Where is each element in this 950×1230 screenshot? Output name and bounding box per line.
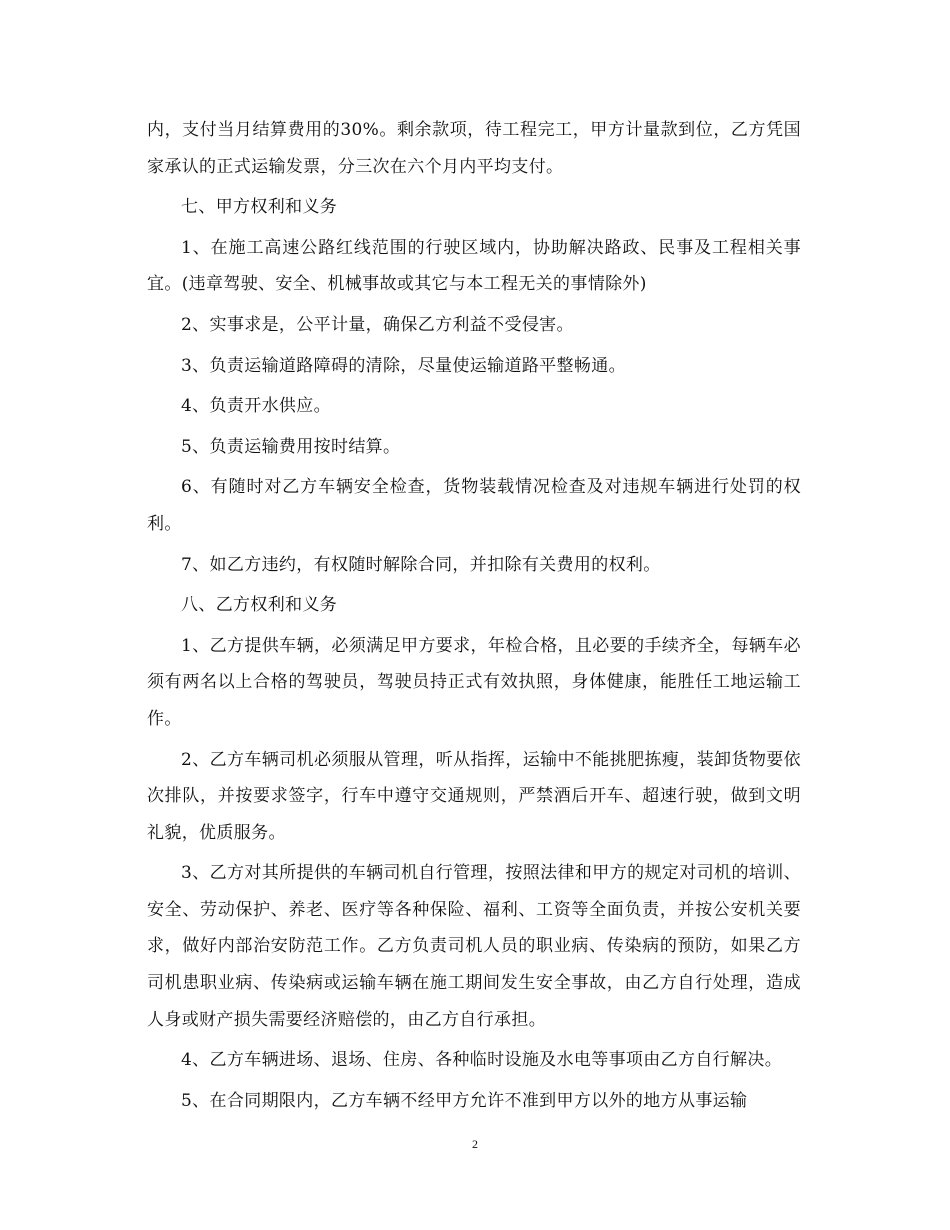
page-number: 2 [472, 1137, 478, 1151]
page-body [147, 112, 801, 1123]
party-a-clause-1: 1、在施工高速公路红线范围的行驶区域内，协助解决路政、民事及工程相关事宜。(违章驾驶、安全、机械事故或其它与本工程无关的事情除外) [147, 237, 801, 295]
section-heading-party-b-rights: 八、乙方权利和义务 [181, 595, 338, 616]
party-b-clause-5: 5、在合同期限内，乙方车辆不经甲方允许不准到甲方以外的地方从事运输 [181, 1090, 748, 1111]
party-a-clause-2: 2、实事求是，公平计量，确保乙方利益不受侵害。 [181, 314, 574, 335]
section-heading-party-a-rights: 七、甲方权利和义务 [181, 197, 338, 218]
party-a-clause-7: 7、如乙方违约，有权随时解除合同，并扣除有关费用的权利。 [181, 554, 661, 575]
paragraph-continuation: 内，支付当月结算费用的30%。剩余款项，待工程完工，甲方计量款到位，乙方凭国家承认的正式运输发票，分三次在六个月内平均支付。 [147, 120, 801, 177]
party-a-clause-3: 3、负责运输道路障碍的清除，尽量使运输道路平整畅通。 [181, 355, 626, 376]
party-b-clause-1: 1、乙方提供车辆，必须满足甲方要求，年检合格，且必要的手续齐全，每辆车必须有两名以上合格的驾驶员，驾驶员持正式有效执照，身体健康，能胜任工地运输工作。 [147, 635, 801, 729]
party-a-clause-5: 5、负责运输费用按时结算。 [181, 436, 401, 457]
party-a-clause-4: 4、负责开水供应。 [181, 396, 331, 417]
party-b-clause-3: 3、乙方对其所提供的车辆司机自行管理，按照法律和甲方的规定对司机的培训、安全、劳动保护、养老、医疗等各种保险、福利、工资等全面负责，并按公安机关要求，做好内部治安防范工作。乙方负责司机人员的职业病、传染病的预防，如果乙方司机患职业病、传染病或运输车辆在施工期间发生安全事故，由乙方自行处理，造成人身或财产损失需要经济赔偿的，由乙方自行承担。 [147, 863, 801, 1030]
party-a-clause-6: 6、有随时对乙方车辆安全检查，货物装载情况检查及对违规车辆进行处罚的权利。 [147, 477, 801, 534]
party-b-clause-4: 4、乙方车辆进场、退场、住房、各种临时设施及水电等事项由乙方自行解决。 [181, 1050, 783, 1071]
party-b-clause-2: 2、乙方车辆司机必须服从管理，听从指挥，运输中不能挑肥拣瘦，装卸货物要依次排队，并按要求签字，行车中遵守交通规则，严禁酒后开车、超速行驶，做到文明礼貌，优质服务。 [147, 749, 801, 843]
